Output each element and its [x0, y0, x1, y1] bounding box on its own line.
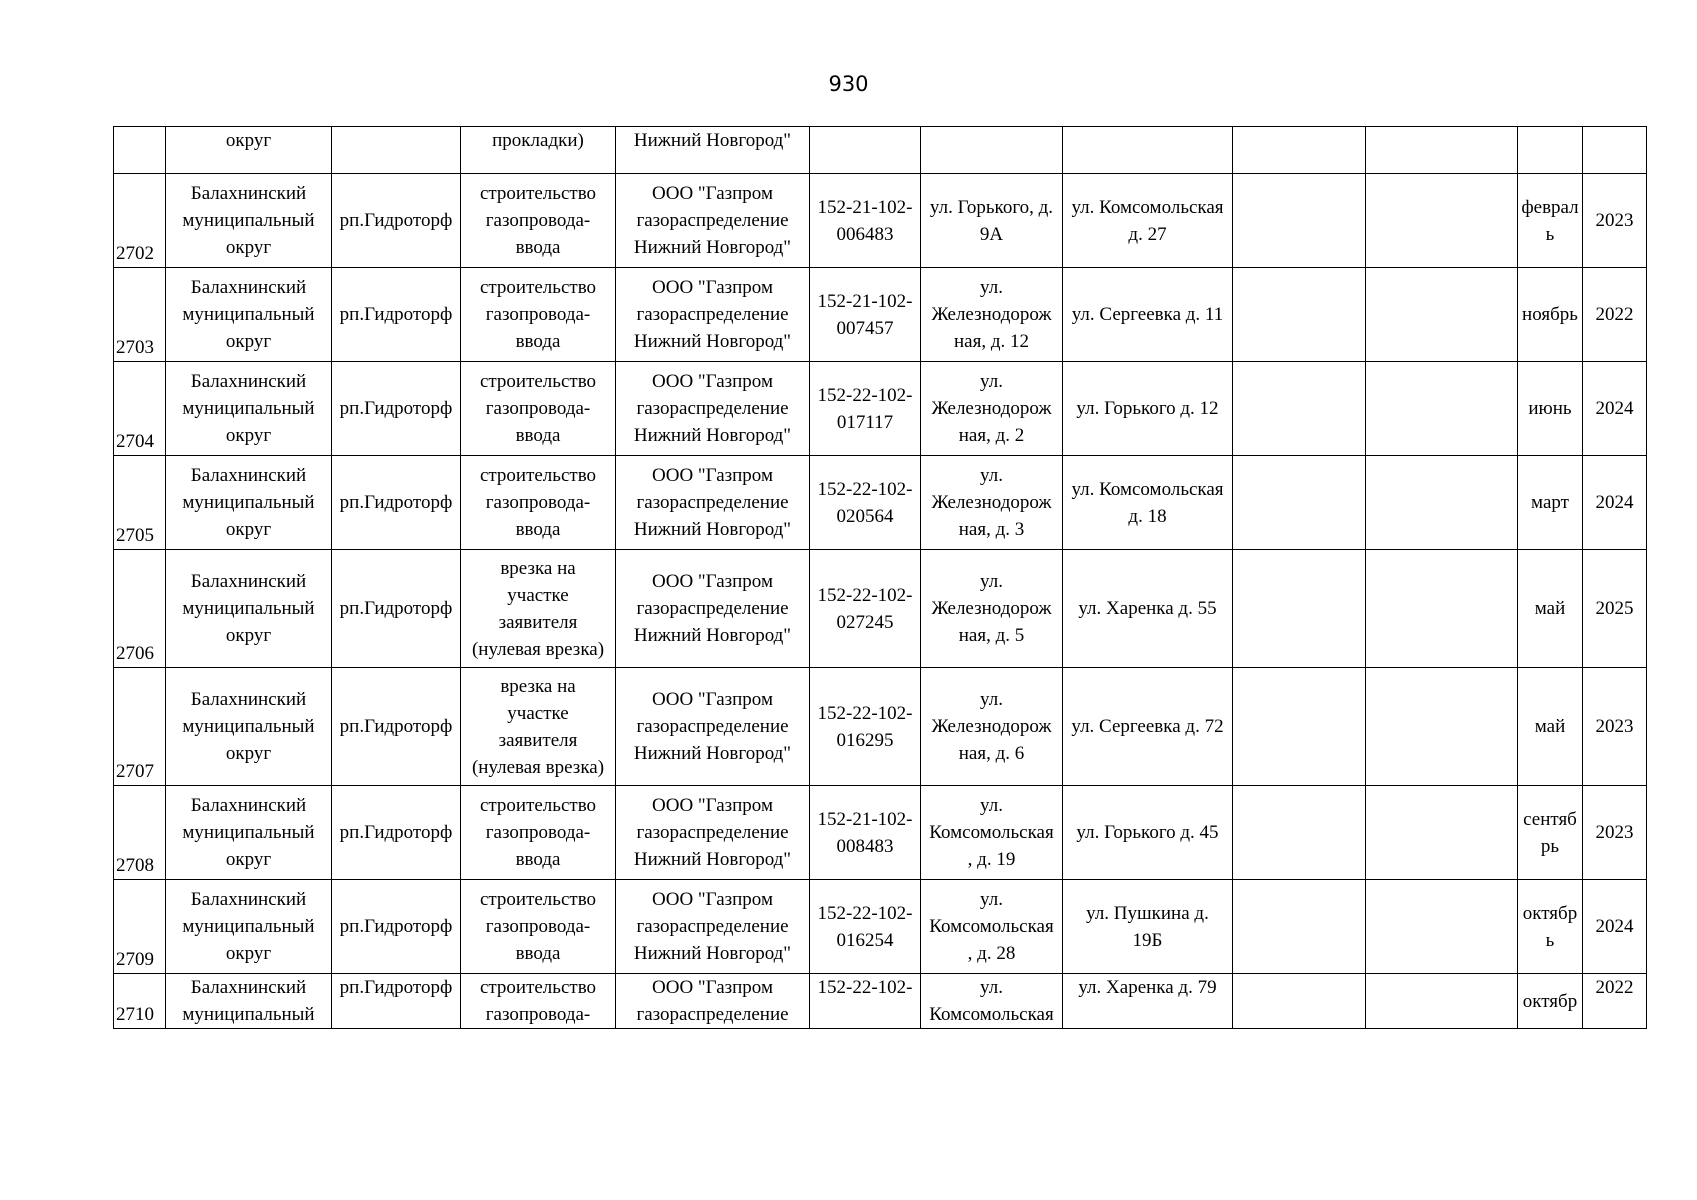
settlement-cell: рп.Гидроторф: [332, 550, 461, 668]
empty-cell: [1366, 268, 1518, 362]
settlement-cell: рп.Гидроторф: [332, 668, 461, 786]
table-row: [114, 974, 1647, 1029]
year-cell: 2024: [1583, 456, 1647, 550]
empty-cell: [1233, 456, 1366, 550]
year-cell: 2024: [1583, 362, 1647, 456]
organization-cell: ООО "Газпром газораспределение Нижний Новгород": [616, 456, 810, 550]
row-number: 2710: [114, 974, 166, 1029]
work-type-cell: строительство газопровода- ввода: [461, 268, 616, 362]
application-code-cell: [810, 127, 921, 174]
district-cell: Балахнинский муниципальный округ: [166, 268, 332, 362]
row-number: 2703: [114, 268, 166, 362]
district-cell: Балахнинский муниципальный округ: [166, 786, 332, 880]
month-cell: ноябрь: [1518, 268, 1583, 362]
year-cell: 2022: [1583, 268, 1647, 362]
applicant-address-cell: ул. Харенка д. 79: [1063, 974, 1233, 1029]
empty-cell: [1233, 268, 1366, 362]
applicant-address-cell: ул. Харенка д. 55: [1063, 550, 1233, 668]
application-code-cell: 152-22-102-: [810, 974, 921, 1029]
application-code-cell: 152-21-102- 006483: [810, 174, 921, 268]
empty-cell: [1366, 786, 1518, 880]
work-type-cell: строительство газопровода- ввода: [461, 880, 616, 974]
empty-cell: [1366, 550, 1518, 668]
object-address-cell: ул. Железнодорож ная, д. 5: [921, 550, 1063, 668]
applicant-address-cell: ул. Горького д. 12: [1063, 362, 1233, 456]
object-address-cell: ул. Комсомольская , д. 19: [921, 786, 1063, 880]
settlement-cell: рп.Гидроторф: [332, 974, 461, 1029]
work-type-cell: прокладки): [461, 127, 616, 174]
organization-cell: ООО "Газпром газораспределение Нижний Новгород": [616, 786, 810, 880]
table-row: [114, 550, 1647, 668]
application-code-cell: 152-21-102- 007457: [810, 268, 921, 362]
table-body: [114, 127, 1647, 1029]
month-cell: март: [1518, 456, 1583, 550]
work-type-cell: строительство газопровода-: [461, 974, 616, 1029]
row-number: 2704: [114, 362, 166, 456]
year-cell: 2023: [1583, 786, 1647, 880]
applicant-address-cell: ул. Сергеевка д. 11: [1063, 268, 1233, 362]
year-cell: [1583, 127, 1647, 174]
district-cell: Балахнинский муниципальный: [166, 974, 332, 1029]
object-address-cell: [921, 127, 1063, 174]
year-cell: 2024: [1583, 880, 1647, 974]
work-type-cell: строительство газопровода- ввода: [461, 174, 616, 268]
district-cell: округ: [166, 127, 332, 174]
empty-cell: [1366, 974, 1518, 1029]
row-number: 2706: [114, 550, 166, 668]
organization-cell: ООО "Газпром газораспределение Нижний Новгород": [616, 362, 810, 456]
settlement-cell: рп.Гидроторф: [332, 456, 461, 550]
table-row: [114, 786, 1647, 880]
table-row: [114, 268, 1647, 362]
object-address-cell: ул. Комсомольская: [921, 974, 1063, 1029]
organization-cell: ООО "Газпром газораспределение Нижний Новгород": [616, 668, 810, 786]
applicant-address-cell: [1063, 127, 1233, 174]
settlement-cell: рп.Гидроторф: [332, 174, 461, 268]
table-row: [114, 174, 1647, 268]
empty-cell: [1366, 127, 1518, 174]
empty-cell: [1366, 668, 1518, 786]
district-cell: Балахнинский муниципальный округ: [166, 668, 332, 786]
table-row: [114, 456, 1647, 550]
empty-cell: [1233, 880, 1366, 974]
applicant-address-cell: ул. Горького д. 45: [1063, 786, 1233, 880]
district-cell: Балахнинский муниципальный округ: [166, 880, 332, 974]
object-address-cell: ул. Железнодорож ная, д. 2: [921, 362, 1063, 456]
table-row: [114, 668, 1647, 786]
organization-cell: ООО "Газпром газораспределение Нижний Новгород": [616, 268, 810, 362]
empty-cell: [1233, 127, 1366, 174]
table-row: [114, 880, 1647, 974]
object-address-cell: ул. Горького, д. 9А: [921, 174, 1063, 268]
object-address-cell: ул. Комсомольская , д. 28: [921, 880, 1063, 974]
application-code-cell: 152-22-102- 027245: [810, 550, 921, 668]
applicant-address-cell: ул. Комсомольская д. 27: [1063, 174, 1233, 268]
month-cell: октябр: [1518, 974, 1583, 1029]
work-type-cell: строительство газопровода- ввода: [461, 786, 616, 880]
organization-cell: ООО "Газпром газораспределение: [616, 974, 810, 1029]
empty-cell: [1366, 174, 1518, 268]
object-address-cell: ул. Железнодорож ная, д. 12: [921, 268, 1063, 362]
work-type-cell: врезка на участке заявителя (нулевая врезка): [461, 550, 616, 668]
empty-cell: [1233, 174, 1366, 268]
table-row: [114, 362, 1647, 456]
row-number: 2707: [114, 668, 166, 786]
month-cell: октябр ь: [1518, 880, 1583, 974]
organization-cell: ООО "Газпром газораспределение Нижний Новгород": [616, 174, 810, 268]
empty-cell: [1233, 550, 1366, 668]
object-address-cell: ул. Железнодорож ная, д. 3: [921, 456, 1063, 550]
month-cell: июнь: [1518, 362, 1583, 456]
settlement-cell: рп.Гидроторф: [332, 786, 461, 880]
district-cell: Балахнинский муниципальный округ: [166, 174, 332, 268]
empty-cell: [1366, 362, 1518, 456]
year-cell: 2022: [1583, 974, 1647, 1029]
month-cell: сентяб рь: [1518, 786, 1583, 880]
empty-cell: [1366, 456, 1518, 550]
register-table: [113, 126, 1647, 1029]
organization-cell: ООО "Газпром газораспределение Нижний Новгород": [616, 880, 810, 974]
application-code-cell: 152-22-102- 016254: [810, 880, 921, 974]
month-cell: [1518, 127, 1583, 174]
district-cell: Балахнинский муниципальный округ: [166, 550, 332, 668]
settlement-cell: рп.Гидроторф: [332, 268, 461, 362]
application-code-cell: 152-22-102- 017117: [810, 362, 921, 456]
applicant-address-cell: ул. Комсомольская д. 18: [1063, 456, 1233, 550]
work-type-cell: строительство газопровода- ввода: [461, 456, 616, 550]
year-cell: 2023: [1583, 174, 1647, 268]
year-cell: 2023: [1583, 668, 1647, 786]
application-code-cell: 152-22-102- 016295: [810, 668, 921, 786]
year-cell: 2025: [1583, 550, 1647, 668]
empty-cell: [1233, 974, 1366, 1029]
month-cell: феврал ь: [1518, 174, 1583, 268]
applicant-address-cell: ул. Сергеевка д. 72: [1063, 668, 1233, 786]
empty-cell: [1366, 880, 1518, 974]
work-type-cell: строительство газопровода- ввода: [461, 362, 616, 456]
empty-cell: [1233, 668, 1366, 786]
application-code-cell: 152-21-102- 008483: [810, 786, 921, 880]
row-number: 2702: [114, 174, 166, 268]
row-number: 2705: [114, 456, 166, 550]
month-cell: май: [1518, 668, 1583, 786]
district-cell: Балахнинский муниципальный округ: [166, 362, 332, 456]
empty-cell: [1233, 362, 1366, 456]
row-number: 2709: [114, 880, 166, 974]
row-number: 2708: [114, 786, 166, 880]
organization-cell: Нижний Новгород": [616, 127, 810, 174]
page-number: 930: [828, 72, 869, 96]
row-number: [114, 127, 166, 174]
empty-cell: [1233, 786, 1366, 880]
settlement-cell: рп.Гидроторф: [332, 362, 461, 456]
settlement-cell: рп.Гидроторф: [332, 880, 461, 974]
district-cell: Балахнинский муниципальный округ: [166, 456, 332, 550]
object-address-cell: ул. Железнодорож ная, д. 6: [921, 668, 1063, 786]
applicant-address-cell: ул. Пушкина д. 19Б: [1063, 880, 1233, 974]
application-code-cell: 152-22-102- 020564: [810, 456, 921, 550]
table-row: [114, 127, 1647, 174]
settlement-cell: [332, 127, 461, 174]
organization-cell: ООО "Газпром газораспределение Нижний Новгород": [616, 550, 810, 668]
work-type-cell: врезка на участке заявителя (нулевая врезка): [461, 668, 616, 786]
month-cell: май: [1518, 550, 1583, 668]
